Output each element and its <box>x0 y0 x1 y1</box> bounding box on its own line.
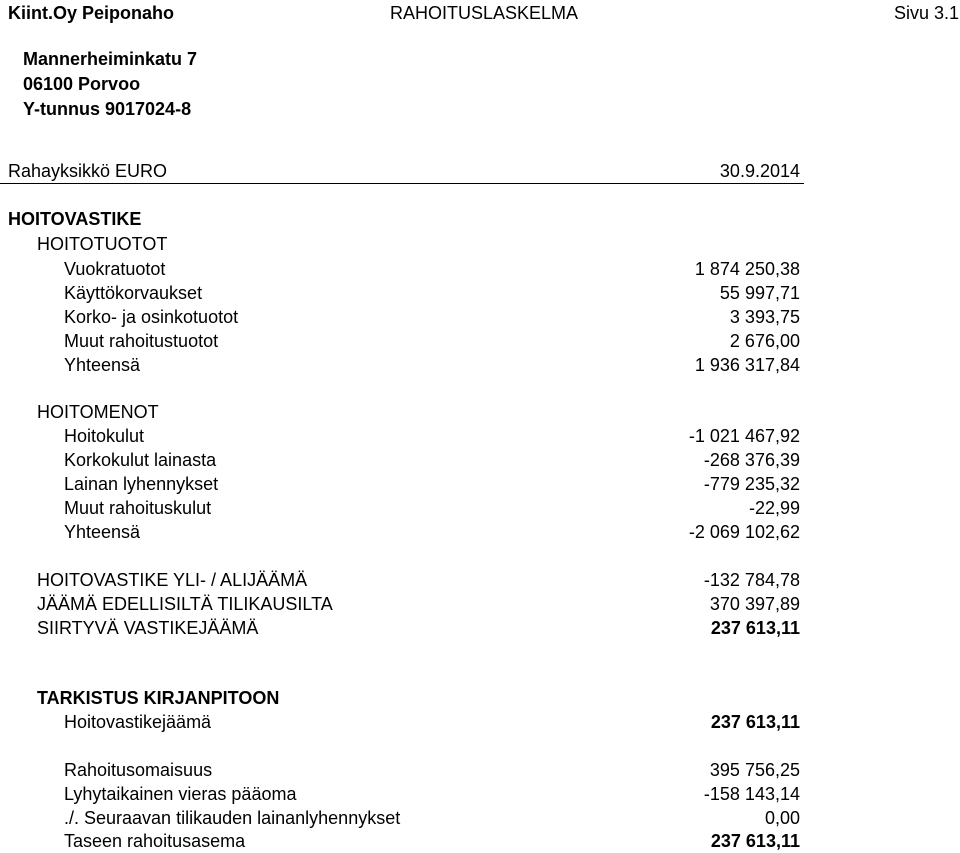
expense-row-value: -1 021 467,92 <box>688 426 800 446</box>
expense-total-label: Yhteensä <box>64 522 141 542</box>
check-total-label: Taseen rahoitusasema <box>64 831 246 851</box>
expense-row-label: Hoitokulut <box>64 426 145 446</box>
section-title-tarkistus: TARKISTUS KIRJANPITOON <box>37 688 280 708</box>
check-row-value: 395 756,25 <box>709 760 800 780</box>
income-total-label: Yhteensä <box>64 355 141 375</box>
check-row-label: Rahoitusomaisuus <box>64 760 213 780</box>
expense-row-value: -779 235,32 <box>703 474 800 494</box>
currency-label: Rahayksikkö EURO <box>8 161 168 181</box>
summary-value-carryover: 370 397,89 <box>709 594 800 614</box>
income-row-label: Muut rahoitustuotot <box>64 331 219 351</box>
header-divider <box>0 183 804 184</box>
income-row-value: 1 874 250,38 <box>694 259 800 279</box>
report-date: 30.9.2014 <box>719 161 800 181</box>
income-heading: HOITOTUOTOT <box>37 234 168 254</box>
document-title: RAHOITUSLASKELMA <box>390 3 579 23</box>
expense-row-label: Korkokulut lainasta <box>64 450 217 470</box>
summary-label-transfer: SIIRTYVÄ VASTIKEJÄÄMÄ <box>37 618 259 638</box>
expense-row-value: -22,99 <box>748 498 800 518</box>
income-row-value: 2 676,00 <box>729 331 800 351</box>
expenses-heading: HOITOMENOT <box>37 402 159 422</box>
expense-row-label: Lainan lyhennykset <box>64 474 219 494</box>
check-row-label: ./. Seuraavan tilikauden lainanlyhennykset <box>64 808 401 828</box>
check-row-value: -158 143,14 <box>703 784 800 804</box>
summary-value-surplus: -132 784,78 <box>703 570 800 590</box>
check-balance-value: 237 613,11 <box>710 712 800 732</box>
section-title-hoitovastike: HOITOVASTIKE <box>8 209 142 229</box>
income-row-label: Käyttökorvaukset <box>64 283 203 303</box>
income-row-label: Vuokratuotot <box>64 259 166 279</box>
company-name: Kiint.Oy Peiponaho <box>8 3 175 23</box>
page-number: Sivu 3.1 <box>894 3 960 23</box>
income-row-value: 3 393,75 <box>729 307 800 327</box>
check-total-value: 237 613,11 <box>710 831 800 851</box>
check-row-value: 0,00 <box>764 808 800 828</box>
summary-label-surplus: HOITOVASTIKE YLI- / ALIJÄÄMÄ <box>37 570 308 590</box>
summary-value-transfer: 237 613,11 <box>710 618 800 638</box>
income-row-value: 55 997,71 <box>719 283 800 303</box>
expense-row-label: Muut rahoituskulut <box>64 498 212 518</box>
summary-label-carryover: JÄÄMÄ EDELLISILTÄ TILIKAUSILTA <box>37 594 333 614</box>
expense-total-value: -2 069 102,62 <box>688 522 800 542</box>
income-total-value: 1 936 317,84 <box>694 355 800 375</box>
address-city: 06100 Porvoo <box>23 74 141 94</box>
check-row-label: Lyhytaikainen vieras pääoma <box>64 784 297 804</box>
expense-row-value: -268 376,39 <box>703 450 800 470</box>
check-balance-label: Hoitovastikejäämä <box>64 712 212 732</box>
address-street: Mannerheiminkatu 7 <box>23 49 198 69</box>
business-id: Y-tunnus 9017024-8 <box>23 99 192 119</box>
income-row-label: Korko- ja osinkotuotot <box>64 307 239 327</box>
